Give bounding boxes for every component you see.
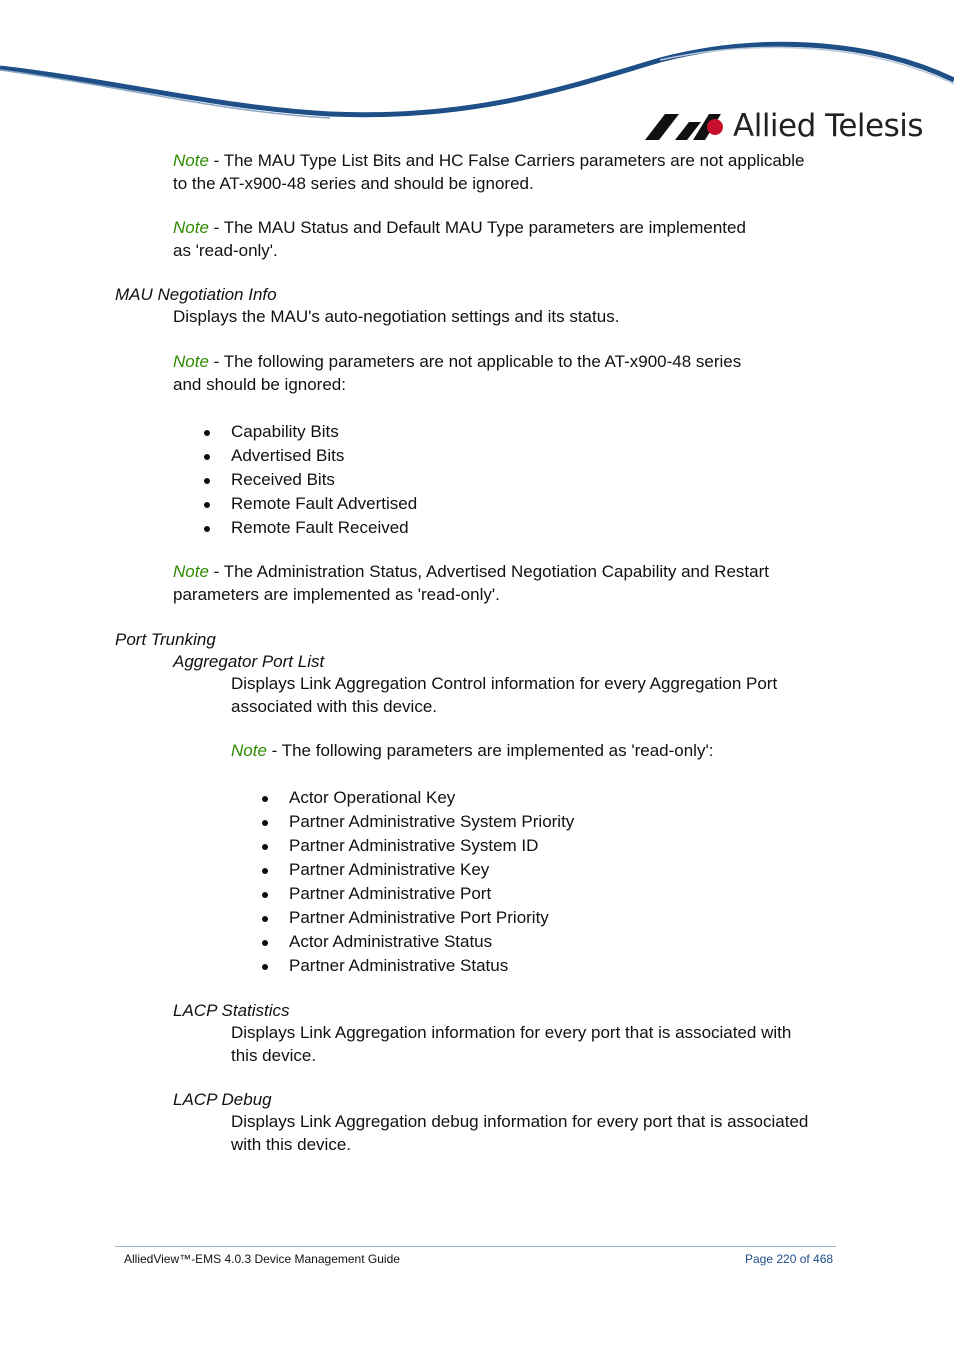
note-text-line2: and should be ignored: — [173, 374, 346, 394]
note-text: - The MAU Type List Bits and HC False Carriers parameters are not applicable — [208, 151, 805, 170]
brand-name: Allied Telesis — [733, 108, 923, 144]
bullet-list — [173, 420, 417, 540]
brand-mark-icon — [645, 114, 729, 140]
note-text-line2: as 'read-only'. — [173, 240, 278, 260]
list-item: Received Bits — [173, 468, 417, 492]
bullet-icon — [204, 526, 210, 532]
section-description: Displays Link Aggregation debug information for every port that is associated with this device. — [231, 1112, 809, 1154]
bullet-icon — [262, 820, 268, 826]
list-item: Partner Administrative Port — [231, 882, 574, 906]
section-description: Displays the MAU's auto-negotiation settings and its status. — [173, 307, 620, 326]
page-number: Page 220 of 468 — [745, 1252, 834, 1266]
section-description: Displays Link Aggregation information for every port that is associated with this device. — [231, 1023, 792, 1065]
section-heading: MAU Negotiation Info — [115, 285, 277, 304]
bullet-icon — [262, 892, 268, 898]
note-label: Note — [173, 151, 209, 170]
list-item: Remote Fault Advertised — [173, 492, 417, 516]
bullet-icon — [262, 796, 268, 802]
note-paragraph — [173, 217, 746, 262]
footer-title: AlliedView™-EMS 4.0.3 Device Management Guide — [124, 1252, 400, 1266]
note-paragraph — [173, 351, 741, 396]
bullet-icon — [262, 964, 268, 970]
note-text-line2: to the AT-x900-48 series and should be ignored. — [173, 173, 534, 193]
list-item: Actor Administrative Status — [231, 930, 574, 954]
subsection-heading: LACP Statistics — [173, 1001, 290, 1020]
list-item: Partner Administrative System Priority — [231, 810, 574, 834]
bullet-icon — [262, 844, 268, 850]
note-paragraph — [173, 561, 769, 606]
note-label: Note — [173, 562, 209, 581]
bullet-icon — [262, 940, 268, 946]
subsection-heading: LACP Debug — [173, 1090, 272, 1109]
list-item: Advertised Bits — [173, 444, 417, 468]
list-item: Partner Administrative Key — [231, 858, 574, 882]
bullet-icon — [262, 868, 268, 874]
bullet-icon — [204, 478, 210, 484]
note-text: - The following parameters are not applicable to the AT-x900-48 series — [208, 352, 742, 371]
note-text: - The Administration Status, Advertised Negotiation Capability and Restart — [208, 562, 769, 581]
note-label: Note — [231, 741, 267, 760]
note-label: Note — [173, 218, 209, 237]
subsection-heading: Aggregator Port List — [173, 652, 325, 671]
note-label: Note — [173, 352, 209, 371]
bullet-icon — [262, 916, 268, 922]
note-text-line2: parameters are implemented as 'read-only'. — [173, 584, 500, 604]
section-heading: Port Trunking — [115, 630, 216, 649]
list-item: Actor Operational Key — [231, 786, 574, 810]
list-item: Remote Fault Received — [173, 516, 417, 540]
bullet-icon — [204, 454, 210, 460]
note-text: - The MAU Status and Default MAU Type parameters are implemented — [208, 218, 746, 237]
list-item: Partner Administrative Port Priority — [231, 906, 574, 930]
list-item: Partner Administrative Status — [231, 954, 574, 978]
bullet-icon — [204, 502, 210, 508]
footer-divider — [115, 1246, 836, 1247]
note-paragraph — [231, 740, 713, 763]
bullet-icon — [204, 430, 210, 436]
list-item: Capability Bits — [173, 420, 417, 444]
section-description: Displays Link Aggregation Control information for every Aggregation Port associated with this device. — [231, 674, 778, 716]
note-paragraph — [173, 150, 805, 195]
brand-logo — [645, 108, 923, 148]
note-text: - The following parameters are implemented as 'read-only': — [266, 741, 714, 760]
list-item: Partner Administrative System ID — [231, 834, 574, 858]
bullet-list — [231, 786, 574, 978]
